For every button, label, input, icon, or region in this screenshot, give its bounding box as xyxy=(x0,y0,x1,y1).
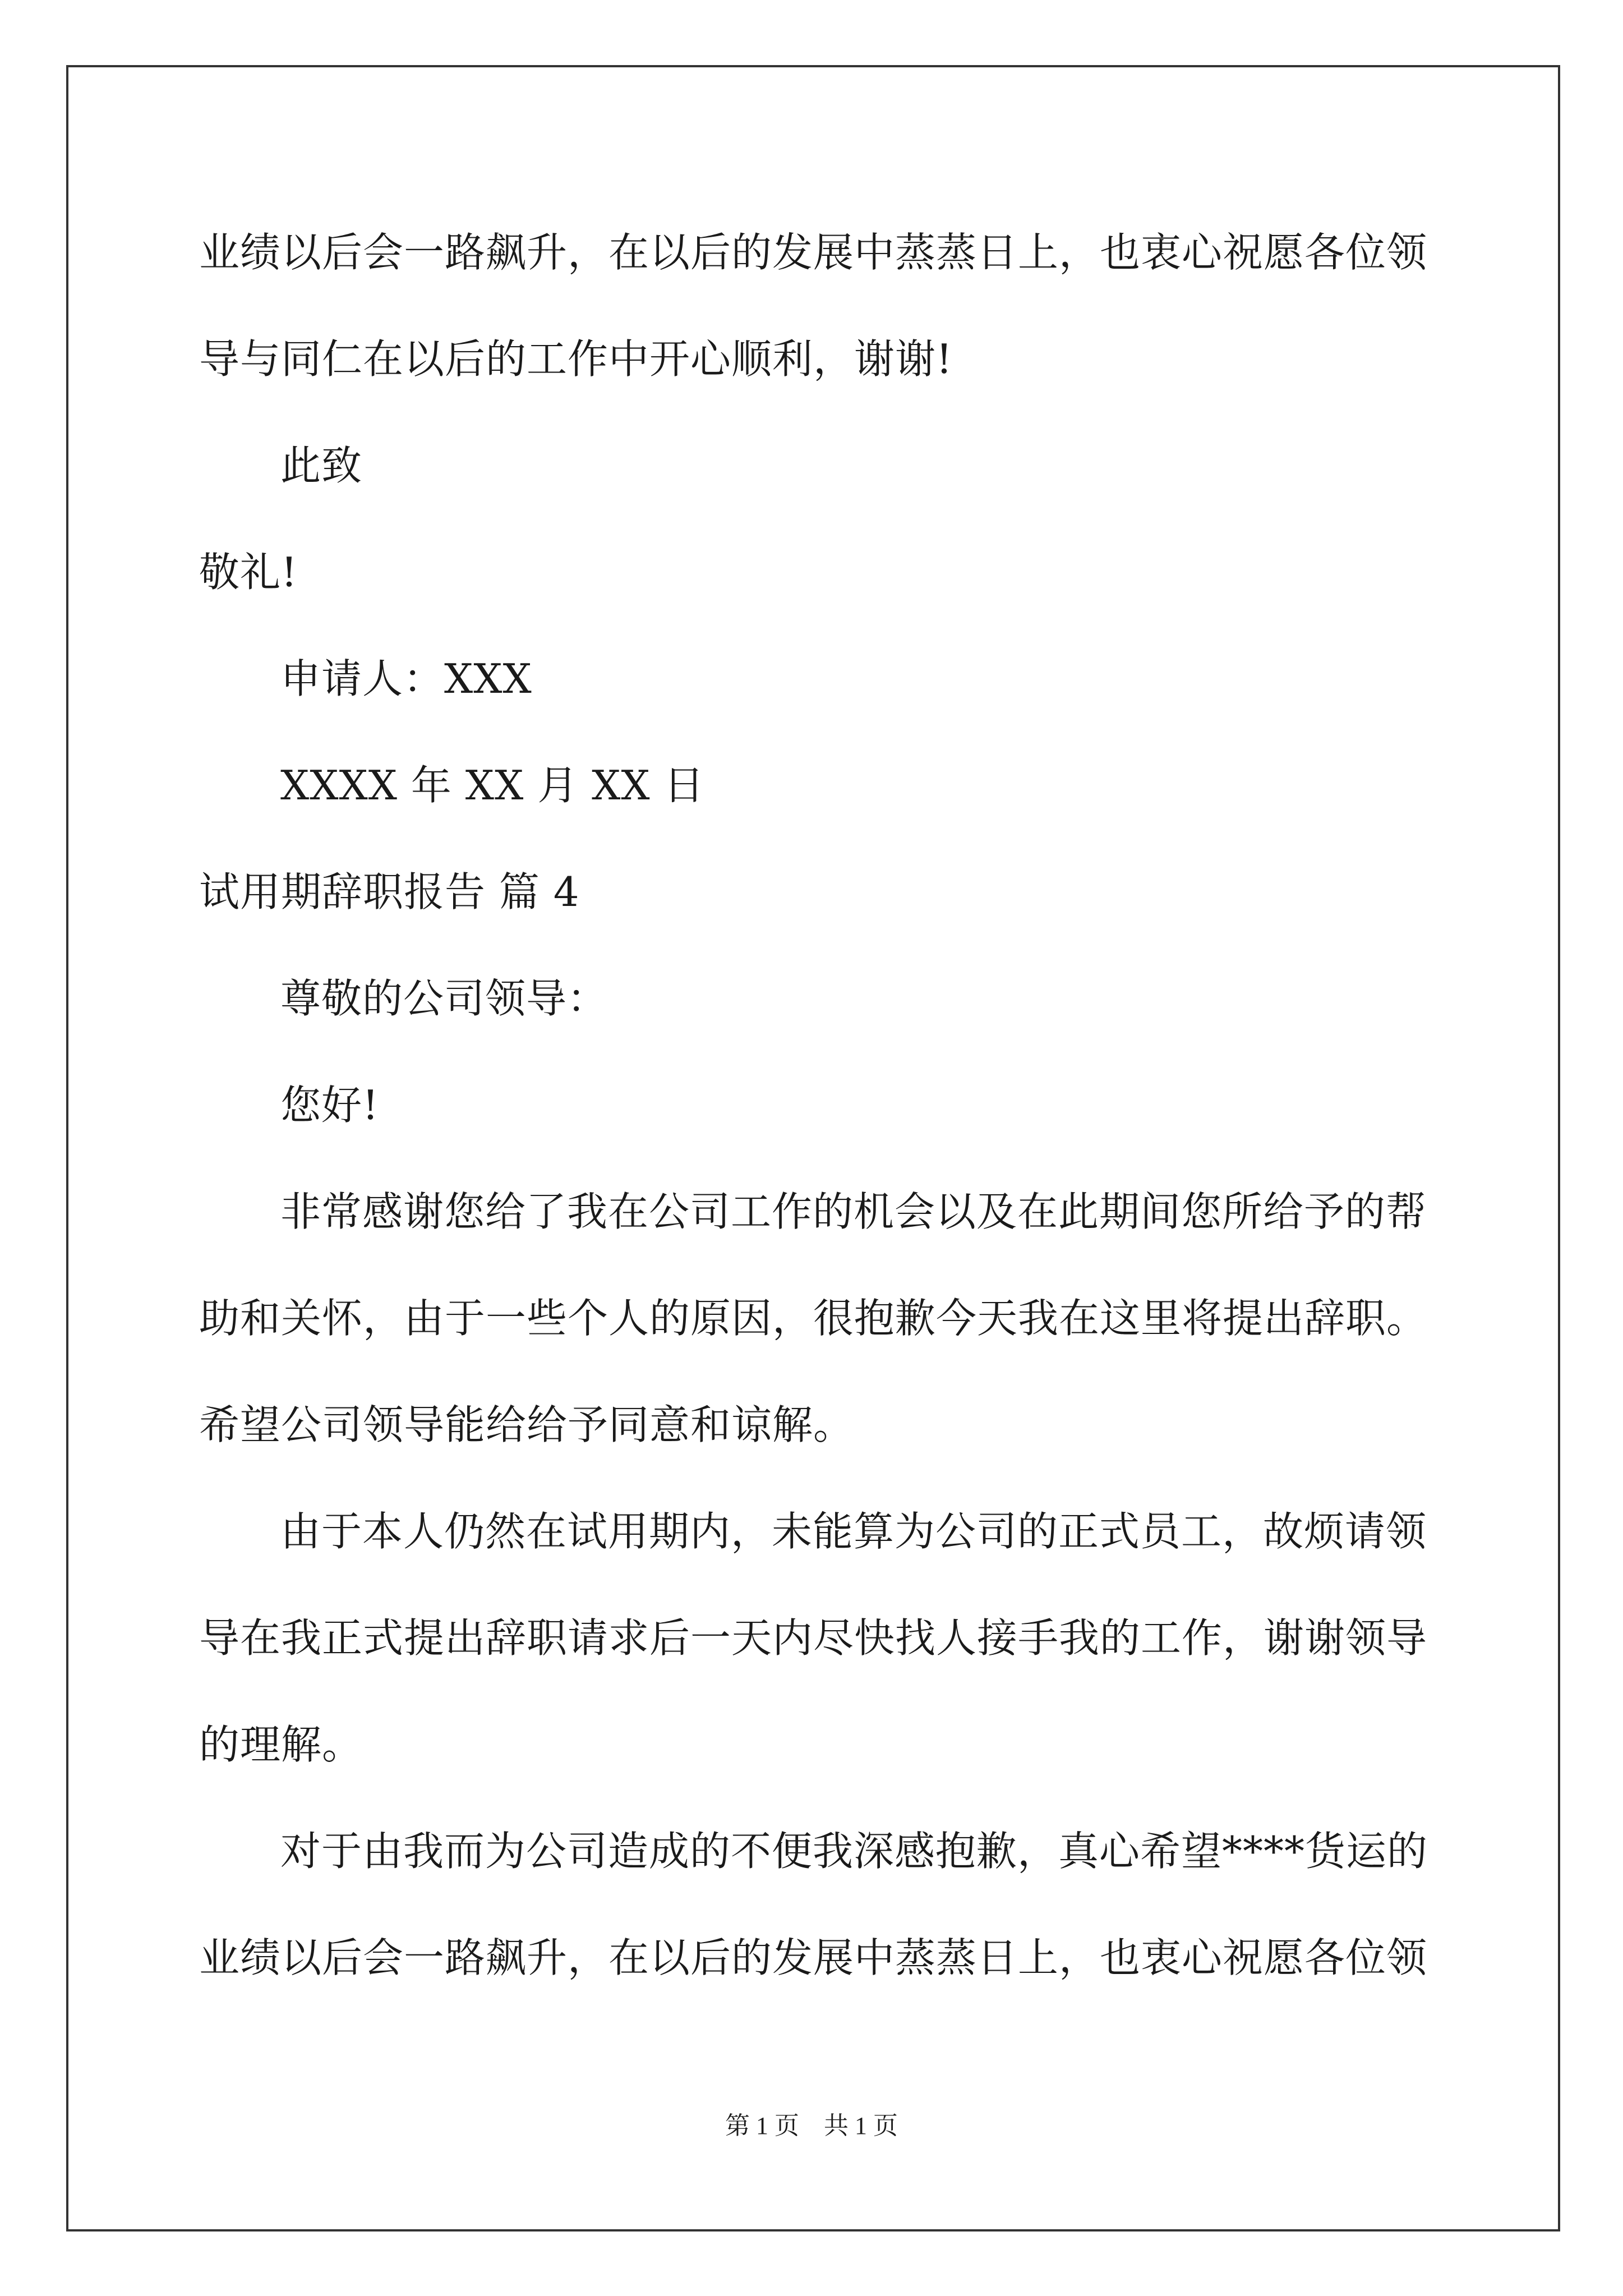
body-line-14: 导在我正式提出辞职请求后一天内尽快找人接手我的工作，谢谢领导 xyxy=(199,1614,1428,1662)
section-heading: 试用期辞职报告 篇 4 xyxy=(199,868,580,915)
greeting-addressee: 尊敬的公司领导： xyxy=(280,975,608,1022)
page-border xyxy=(66,65,1560,2231)
body-line-10: 非常感谢您给了我在公司工作的机会以及在此期间您所给予的帮 xyxy=(280,1188,1427,1235)
body-line-13: 由于本人仍然在试用期内，未能算为公司的正式员工，故烦请领 xyxy=(280,1508,1427,1555)
applicant-line: 申请人：XXX xyxy=(280,655,532,702)
body-line-11: 助和关怀，由于一些个人的原因，很抱歉今天我在这里将提出辞职。 xyxy=(199,1295,1428,1342)
body-line-15: 的理解。 xyxy=(199,1721,363,1768)
body-line-17: 业绩以后会一路飙升，在以后的发展中蒸蒸日上，也衷心祝愿各位领 xyxy=(199,1934,1428,1981)
body-line-12: 希望公司领导能给给予同意和谅解。 xyxy=(199,1401,855,1448)
page-footer: 第 1 页 共 1 页 xyxy=(725,2112,898,2139)
greeting: 您好! xyxy=(280,1082,379,1129)
date-line: XXXX 年 XX 月 XX 日 xyxy=(280,762,705,809)
body-line-2: 导与同仁在以后的工作中开心顺利，谢谢! xyxy=(199,335,953,383)
closing-regards: 敬礼! xyxy=(199,549,298,596)
closing-salutation: 此致 xyxy=(280,442,363,489)
body-line-1: 业绩以后会一路飙升，在以后的发展中蒸蒸日上，也衷心祝愿各位领 xyxy=(199,229,1428,276)
body-line-16: 对于由我而为公司造成的不便我深感抱歉，真心希望****货运的 xyxy=(280,1828,1428,1875)
